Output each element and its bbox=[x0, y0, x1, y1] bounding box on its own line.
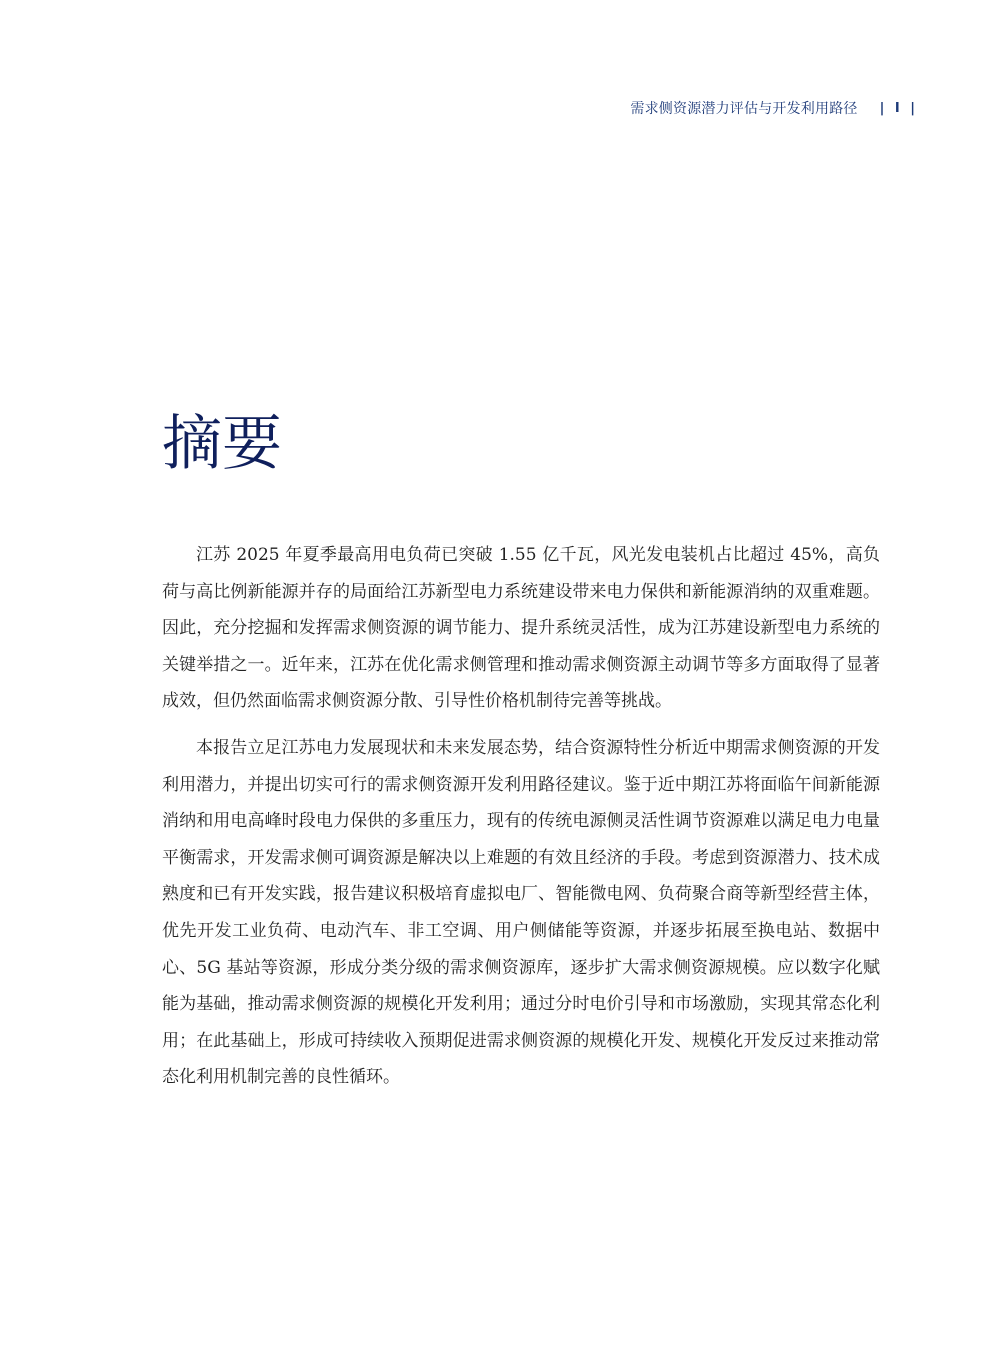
running-header bbox=[630, 98, 918, 118]
abstract-paragraph-1: 江苏 2025 年夏季最高用电负荷已突破 1.55 亿千瓦，风光发电装机占比超过 45%，高负荷与高比例新能源并存的局面给江苏新型电力系统建设带来电力保供和新能源消纳的双重难题。因此，充分挖掘和发挥需求侧资源的调节能力、提升系统灵活性，成为江苏建设新型电力系统的关键举措之一。近年来，江苏在优化需求侧管理和推动需求侧资源主动调节等多方面取得了显著成效，但仍然面临需求侧资源分散、引导性价格机制待完善等挑战。 bbox=[162, 545, 880, 712]
page-title: 摘要 bbox=[162, 409, 282, 479]
page-number-marks: | I | bbox=[879, 100, 918, 116]
abstract-body bbox=[162, 537, 880, 1106]
abstract-paragraph-2: 本报告立足江苏电力发展现状和未来发展态势，结合资源特性分析近中期需求侧资源的开发利用潜力，并提出切实可行的需求侧资源开发利用路径建议。鉴于近中期江苏将面临午间新能源消纳和用电高峰时段电力保供的多重压力，现有的传统电源侧灵活性调节资源难以满足电力电量平衡需求，开发需求侧可调资源是解决以上难题的有效且经济的手段。考虑到资源潜力、技术成熟度和已有开发实践，报告建议积极培育虚拟电厂、智能微电网、负荷聚合商等新型经营主体，优先开发工业负荷、电动汽车、非工空调、用户侧储能等资源，并逐步拓展至换电站、数据中心、5G 基站等资源，形成分类分级的需求侧资源库，逐步扩大需求侧资源规模。应以数字化赋能为基础，推动需求侧资源的规模化开发利用；通过分时电价引导和市场激励，实现其常态化利用；在此基础上，形成可持续收入预期促进需求侧资源的规模化开发、规模化开发反过来推动常态化利用机制完善的良性循环。 bbox=[162, 737, 880, 1088]
report-title: 需求侧资源潜力评估与开发利用路径 bbox=[630, 101, 858, 117]
